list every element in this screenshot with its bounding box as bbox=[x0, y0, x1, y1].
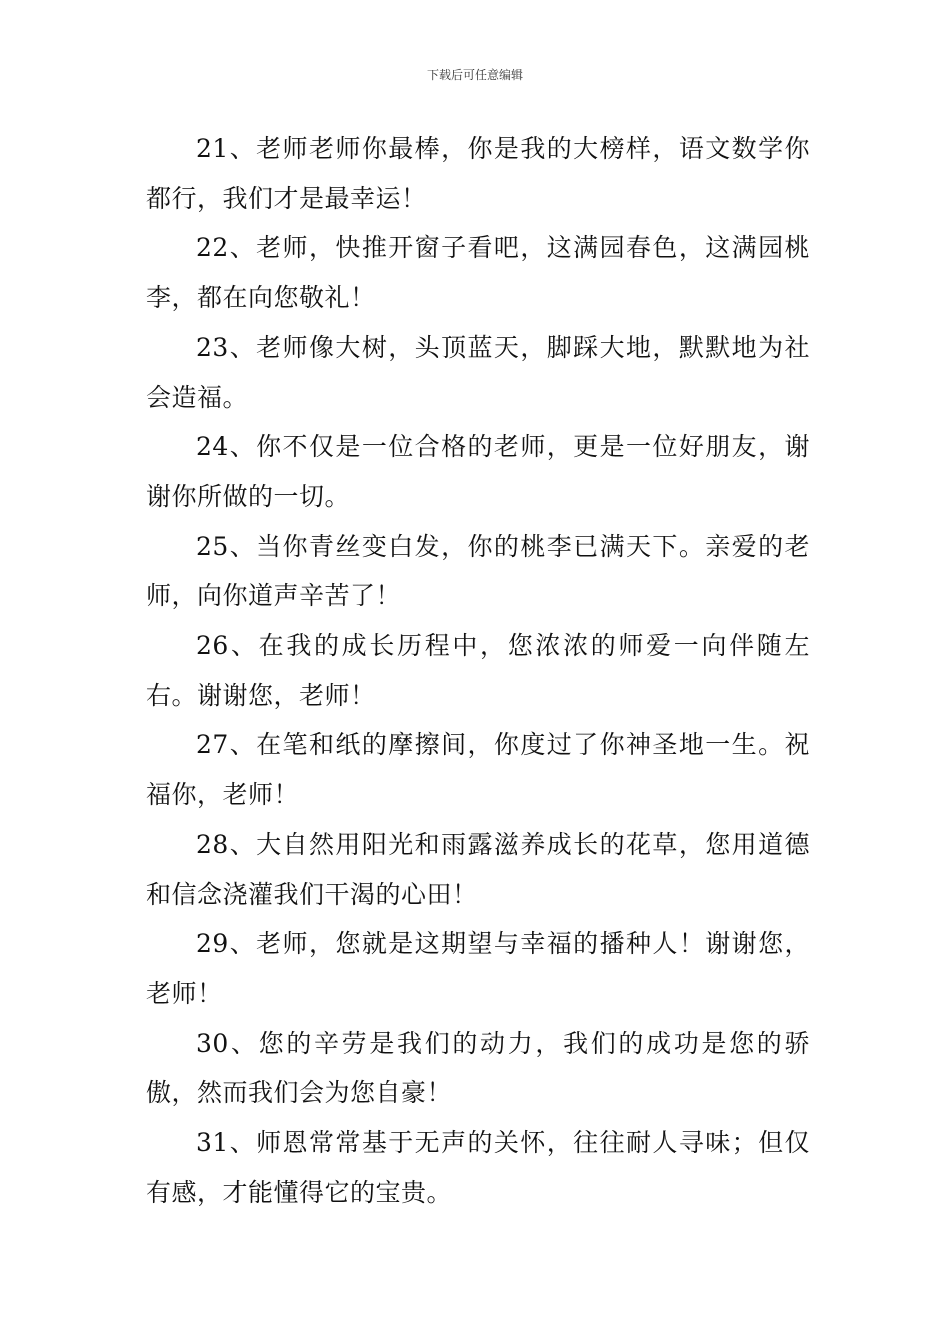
paragraph-28: 28、大自然用阳光和雨露滋养成长的花草，您用道德和信念浇灌我们干渴的心田！ bbox=[146, 829, 810, 909]
paragraph-26: 26、在我的成长历程中，您浓浓的师爱一向伴随左右。谢谢您，老师！ bbox=[146, 631, 810, 710]
page-header-note: 下载后可任意编辑 bbox=[426, 68, 523, 82]
paragraph-31: 31、师恩常常基于无声的关怀，往往耐人寻味；但仅有感，才能懂得它的宝贵。 bbox=[146, 1128, 810, 1207]
paragraph-25: 25、当你青丝变白发，你的桃李已满天下。亲爱的老师，向你道声辛苦了！ bbox=[146, 531, 810, 611]
paragraph-27: 27、在笔和纸的摩擦间，你度过了你神圣地一生。祝福你，老师！ bbox=[146, 730, 810, 810]
document-body bbox=[146, 124, 810, 1217]
paragraph-24: 24、你不仅是一位合格的老师，更是一位好朋友，谢谢你所做的一切。 bbox=[146, 432, 810, 511]
paragraph-23: 23、老师像大树，头顶蓝天，脚踩大地，默默地为社会造福。 bbox=[146, 332, 810, 412]
paragraph-22: 22、老师，快推开窗子看吧，这满园春色，这满园桃李，都在向您敬礼！ bbox=[146, 233, 810, 313]
paragraph-21: 21、老师老师你最棒，你是我的大榜样，语文数学你都行，我们才是最幸运！ bbox=[146, 134, 810, 213]
paragraph-29: 29、老师，您就是这期望与幸福的播种人！谢谢您，老师！ bbox=[146, 929, 810, 1008]
paragraph-30: 30、您的辛劳是我们的动力，我们的成功是您的骄傲，然而我们会为您自豪！ bbox=[146, 1028, 810, 1108]
